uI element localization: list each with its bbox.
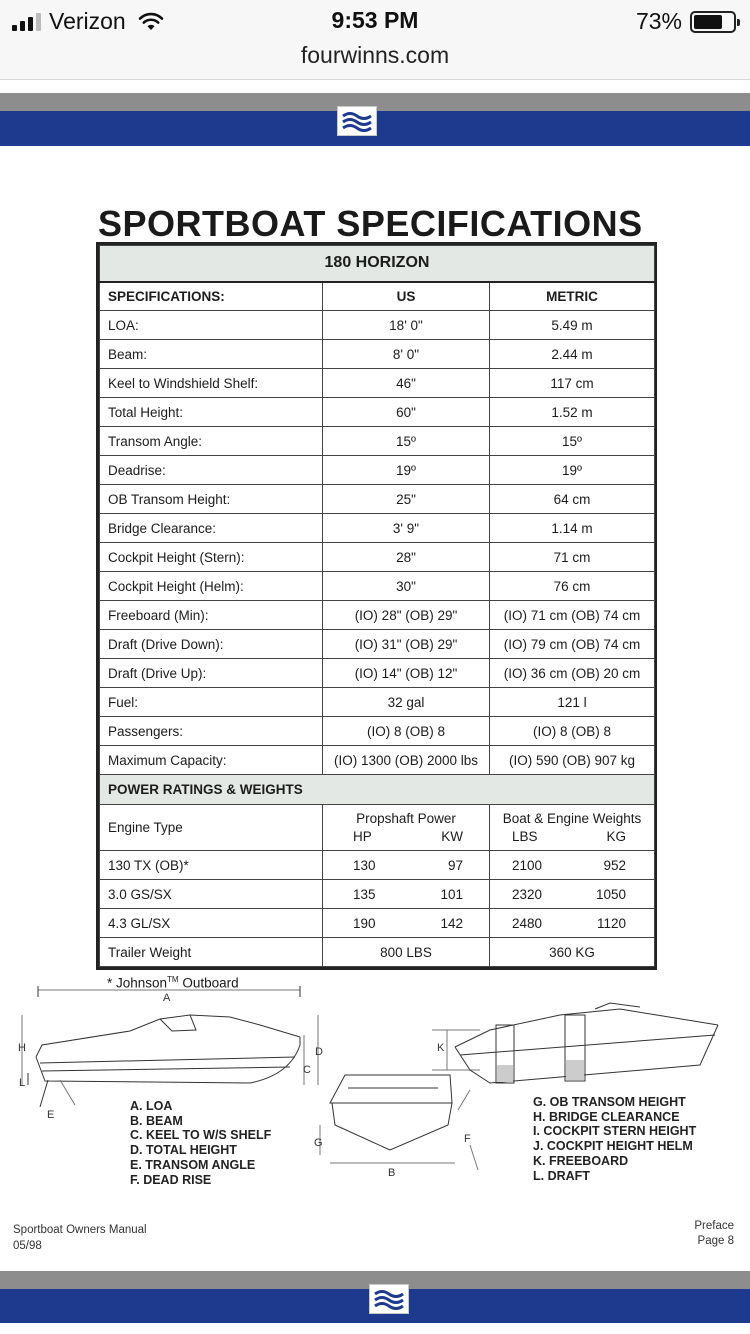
dim-label-k: K <box>437 1042 445 1054</box>
engine-lbs: 2480 <box>512 915 543 931</box>
spec-metric-value: 19º <box>490 456 655 485</box>
spec-row <box>100 485 655 514</box>
engine-weight <box>490 880 655 909</box>
spec-label: Transom Angle: <box>100 427 323 456</box>
spec-us-value: 60" <box>323 398 490 427</box>
brand-logo-icon <box>337 106 377 136</box>
clock: 9:53 PM <box>331 7 419 33</box>
engine-kw: 97 <box>447 857 463 873</box>
spec-metric-value: 1.52 m <box>490 398 655 427</box>
propshaft-label: Propshaft Power <box>356 810 456 826</box>
weights-header <box>490 805 655 851</box>
spec-row <box>100 456 655 485</box>
engine-power <box>323 909 490 938</box>
engine-name: 3.0 GS/SX <box>100 880 323 909</box>
spec-row <box>100 340 655 369</box>
power-section-row <box>100 775 655 805</box>
spec-us-value: 8' 0" <box>323 340 490 369</box>
table-header-row <box>100 282 655 311</box>
engine-power <box>323 851 490 880</box>
page-gap <box>0 81 750 93</box>
legend-item: J. COCKPIT HEIGHT HELM <box>533 1139 693 1154</box>
spec-metric-value: 1.14 m <box>490 514 655 543</box>
engine-weight <box>490 851 655 880</box>
trailer-us: 800 LBS <box>323 938 490 967</box>
spec-row <box>100 514 655 543</box>
legend-item: F. DEAD RISE <box>130 1172 212 1187</box>
spec-label: Freeboard (Min): <box>100 601 323 630</box>
legend-left <box>130 1099 271 1187</box>
engine-hp: 130 <box>353 857 376 873</box>
trailer-label: Trailer Weight <box>100 938 323 967</box>
engine-row <box>100 851 655 880</box>
spec-label: Keel to Windshield Shelf: <box>100 369 323 398</box>
spec-label: Bridge Clearance: <box>100 514 323 543</box>
legend-item: K. FREEBOARD <box>533 1153 629 1168</box>
spec-us-value: 25" <box>323 485 490 514</box>
spec-metric-value: (IO) 79 cm (OB) 74 cm <box>490 630 655 659</box>
spec-us-value: (IO) 14" (OB) 12" <box>323 659 490 688</box>
engine-kg: 952 <box>603 857 626 873</box>
legend-item: G. OB TRANSOM HEIGHT <box>533 1095 686 1109</box>
stern-cockpit-shade <box>497 1065 513 1082</box>
engine-name: 4.3 GL/SX <box>100 909 323 938</box>
spec-metric-value: 121 l <box>490 688 655 717</box>
trailer-row <box>100 938 655 967</box>
spec-us-value: (IO) 31" (OB) 29" <box>323 630 490 659</box>
spec-row <box>100 311 655 340</box>
footnote-prefix: * Johnson <box>107 975 168 991</box>
spec-label: Maximum Capacity: <box>100 746 323 775</box>
power-section-title: POWER RATINGS & WEIGHTS <box>100 775 655 805</box>
spec-row <box>100 543 655 572</box>
spec-us-value: (IO) 1300 (OB) 2000 lbs <box>323 746 490 775</box>
helm-cockpit-shade <box>566 1060 584 1080</box>
spec-us-value: 18' 0" <box>323 311 490 340</box>
engine-header-row <box>100 805 655 851</box>
spec-us-value: 30" <box>323 572 490 601</box>
spec-row <box>100 601 655 630</box>
battery-icon <box>690 11 736 33</box>
spec-metric-value: 5.49 m <box>490 311 655 340</box>
engine-kw: 101 <box>440 886 463 902</box>
spec-row <box>100 369 655 398</box>
model-name: 180 HORIZON <box>100 246 655 282</box>
dim-label-c: C <box>303 1064 311 1076</box>
legend-item: D. TOTAL HEIGHT <box>130 1143 237 1158</box>
dim-label-a: A <box>163 992 171 1004</box>
spec-label: LOA: <box>100 311 323 340</box>
engine-row <box>100 880 655 909</box>
dim-label-h: H <box>18 1042 26 1054</box>
spec-row <box>100 427 655 456</box>
header-metric: METRIC <box>490 282 655 311</box>
kg-header: KG <box>606 828 626 844</box>
page-number: Page 8 <box>697 1235 734 1247</box>
dim-label-g: G <box>314 1137 323 1149</box>
spec-metric-value: 71 cm <box>490 543 655 572</box>
carrier-name: Verizon <box>49 8 126 34</box>
spec-us-value: (IO) 28" (OB) 29" <box>323 601 490 630</box>
spec-row <box>100 630 655 659</box>
spec-metric-value: 64 cm <box>490 485 655 514</box>
spec-us-value: 19º <box>323 456 490 485</box>
spec-label: Total Height: <box>100 398 323 427</box>
lbs-header: LBS <box>512 828 538 844</box>
spec-label: Draft (Drive Up): <box>100 659 323 688</box>
spec-label: Cockpit Height (Stern): <box>100 543 323 572</box>
dim-label-e: E <box>47 1109 55 1121</box>
spec-us-value: 32 gal <box>323 688 490 717</box>
spec-label: Passengers: <box>100 717 323 746</box>
dim-label-b: B <box>388 1167 396 1179</box>
spec-metric-value: (IO) 8 (OB) 8 <box>490 717 655 746</box>
spec-row <box>100 572 655 601</box>
header-spec: SPECIFICATIONS: <box>100 282 323 311</box>
battery-fill <box>694 15 722 29</box>
brand-logo-bottom-icon <box>369 1284 409 1314</box>
trademark-mark: TM <box>167 975 179 984</box>
battery-percent: 73% <box>635 8 682 34</box>
battery-group <box>636 8 736 35</box>
spec-label: Draft (Drive Down): <box>100 630 323 659</box>
status-bar <box>0 0 750 40</box>
spec-row <box>100 717 655 746</box>
spec-us-value: 28" <box>323 543 490 572</box>
footer-right <box>694 1219 734 1249</box>
spec-label: Fuel: <box>100 688 323 717</box>
engine-type-header: Engine Type <box>100 805 323 851</box>
footnote-suffix: Outboard <box>178 975 239 991</box>
manual-date: 05/98 <box>13 1240 42 1252</box>
legend-item: C. KEEL TO W/S SHELF <box>130 1128 272 1143</box>
engine-kg: 1050 <box>595 886 626 902</box>
engine-kg: 1120 <box>596 915 626 931</box>
legend-item: L. DRAFT <box>533 1168 590 1183</box>
spec-metric-value: 15º <box>490 427 655 456</box>
spec-row <box>100 398 655 427</box>
url-bar[interactable] <box>0 40 750 80</box>
spec-us-value: 3' 9" <box>323 514 490 543</box>
side-view-drawing <box>22 986 318 1107</box>
model-row <box>100 246 655 282</box>
engine-name: 130 TX (OB)* <box>100 851 323 880</box>
weights-label: Boat & Engine Weights <box>502 810 642 826</box>
engine-weight <box>490 909 655 938</box>
spec-us-value: 46" <box>323 369 490 398</box>
engine-power <box>323 880 490 909</box>
spec-metric-value: 117 cm <box>490 369 655 398</box>
legend-item: H. BRIDGE CLEARANCE <box>533 1109 680 1124</box>
page-title: SPORTBOAT SPECIFICATIONS <box>98 203 643 244</box>
trailer-metric: 360 KG <box>490 938 655 967</box>
front-view-drawing <box>320 1075 478 1170</box>
url-text[interactable]: fourwinns.com <box>300 42 450 68</box>
footer-left <box>13 1222 147 1254</box>
spec-metric-value: 2.44 m <box>490 340 655 369</box>
spec-table <box>96 242 657 970</box>
legend-item: E. TRANSOM ANGLE <box>130 1157 256 1172</box>
legend-item: B. BEAM <box>130 1113 183 1128</box>
spec-row <box>100 746 655 775</box>
propshaft-header <box>323 805 490 851</box>
engine-lbs: 2100 <box>512 857 543 873</box>
dim-label-d: D <box>315 1046 323 1058</box>
spec-label: Beam: <box>100 340 323 369</box>
dim-label-l: L <box>19 1077 26 1089</box>
kw-header: KW <box>441 828 463 844</box>
spec-metric-value: (IO) 71 cm (OB) 74 cm <box>490 601 655 630</box>
engine-lbs: 2320 <box>512 886 543 902</box>
spec-us-value: (IO) 8 (OB) 8 <box>323 717 490 746</box>
spec-label: Deadrise: <box>100 456 323 485</box>
spec-metric-value: 76 cm <box>490 572 655 601</box>
legend-item: I. COCKPIT STERN HEIGHT <box>533 1124 697 1139</box>
spec-metric-value: (IO) 36 cm (OB) 20 cm <box>490 659 655 688</box>
spec-row <box>100 659 655 688</box>
dim-label-f: F <box>464 1133 471 1145</box>
bottom-gap <box>0 1323 750 1334</box>
engine-hp: 135 <box>353 886 376 902</box>
spec-us-value: 15º <box>323 427 490 456</box>
legend-right <box>533 1095 696 1183</box>
engine-hp: 190 <box>353 915 376 931</box>
manual-name: Sportboat Owners Manual <box>13 1224 147 1236</box>
engine-row <box>100 909 655 938</box>
spec-metric-value: (IO) 590 (OB) 907 kg <box>490 746 655 775</box>
spec-label: OB Transom Height: <box>100 485 323 514</box>
hp-header: HP <box>353 828 372 844</box>
spec-row <box>100 688 655 717</box>
section-name: Preface <box>694 1220 734 1232</box>
spec-label: Cockpit Height (Helm): <box>100 572 323 601</box>
legend-item: A. LOA <box>130 1099 173 1113</box>
engine-kw: 142 <box>440 915 463 931</box>
header-us: US <box>323 282 490 311</box>
